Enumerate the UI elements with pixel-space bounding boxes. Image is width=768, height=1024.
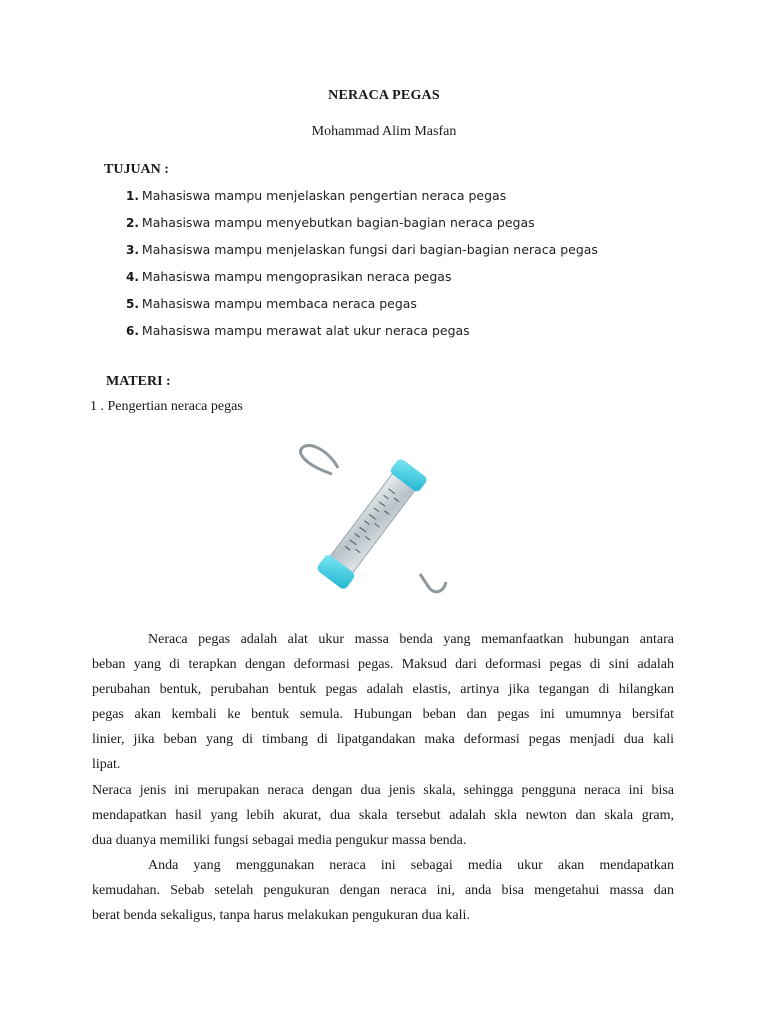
goal-text: Mahasiswa mampu menjelaskan fungsi dari bagian-bagian neraca pegas [141, 242, 598, 257]
paragraph-line: Neraca jenis ini merupakan neraca dengan dua jenis skala, sehingga pengguna neraca ini bisa [92, 783, 674, 798]
paragraph-line: perubahan bentuk, perubahan bentuk pegas adalah elastis, artinya jika tegangan di hilangkan [92, 682, 674, 697]
spring-balance-illustration [268, 424, 480, 612]
paragraph-line: mendapatkan hasil yang lebih akurat, dua skala tersebut adalah skla newton dan skala gram, [92, 808, 674, 823]
paragraph-line: beban yang di terapkan dengan deformasi pegas. Maksud dari deformasi pegas di sini adalah [92, 657, 674, 672]
goal-number: 2. [126, 216, 139, 230]
paragraph-line: linier, jika beban yang di timbang di lipatgandakan maka deformasi pegas menjadi dua kali [92, 732, 674, 747]
paragraph-scales [92, 778, 674, 853]
paragraph-line: berat benda sekaligus, tanpa harus melakukan pengukuran dua kali. [92, 908, 470, 923]
goal-text: Mahasiswa mampu mengoprasikan neraca pegas [141, 269, 452, 284]
document-title: NERACA PEGAS [328, 88, 440, 103]
goal-number: 3. [126, 243, 139, 257]
bottom-hook-icon [420, 574, 446, 592]
document-author: Mohammad Alim Masfan [311, 124, 457, 139]
top-hook-icon [300, 445, 338, 474]
goal-item [126, 269, 451, 285]
materi-subheading: 1 . Pengertian neraca pegas [90, 399, 243, 414]
goal-text: Mahasiswa mampu merawat alat ukur neraca pegas [141, 323, 470, 338]
goal-item [126, 323, 470, 339]
paragraph-line: Neraca pegas adalah alat ukur massa benda yang memanfaatkan hubungan antara [148, 632, 674, 647]
goal-number: 1. [126, 189, 139, 203]
goal-item [126, 296, 417, 312]
goal-text: Mahasiswa mampu menyebutkan bagian-bagian neraca pegas [141, 215, 535, 230]
goal-number: 6. [126, 324, 139, 338]
materi-heading: MATERI : [106, 374, 171, 389]
paragraph-line: pegas akan kembali ke bentuk semula. Hubungan beban dan pegas ini umumnya bersifat [92, 707, 674, 722]
goal-item [126, 188, 506, 204]
goal-text: Mahasiswa mampu membaca neraca pegas [141, 296, 417, 311]
goal-number: 4. [126, 270, 139, 284]
tujuan-heading: TUJUAN : [104, 162, 169, 177]
spring-balance-image [268, 424, 480, 612]
paragraph-line: Anda yang menggunakan neraca ini sebagai media ukur akan mendapatkan [148, 858, 674, 873]
goal-number: 5. [126, 297, 139, 311]
paragraph-line: kemudahan. Sebab setelah pengukuran dengan neraca ini, anda bisa mengetahui massa dan [92, 883, 674, 898]
goal-item [126, 242, 598, 258]
goal-item [126, 215, 535, 231]
paragraph-line: dua duanya memiliki fungsi sebagai media pengukur massa benda. [92, 833, 467, 848]
goal-text: Mahasiswa mampu menjelaskan pengertian neraca pegas [141, 188, 507, 203]
paragraph-line: lipat. [92, 757, 121, 772]
paragraph-benefit [92, 853, 674, 928]
paragraph-definition [92, 627, 674, 777]
